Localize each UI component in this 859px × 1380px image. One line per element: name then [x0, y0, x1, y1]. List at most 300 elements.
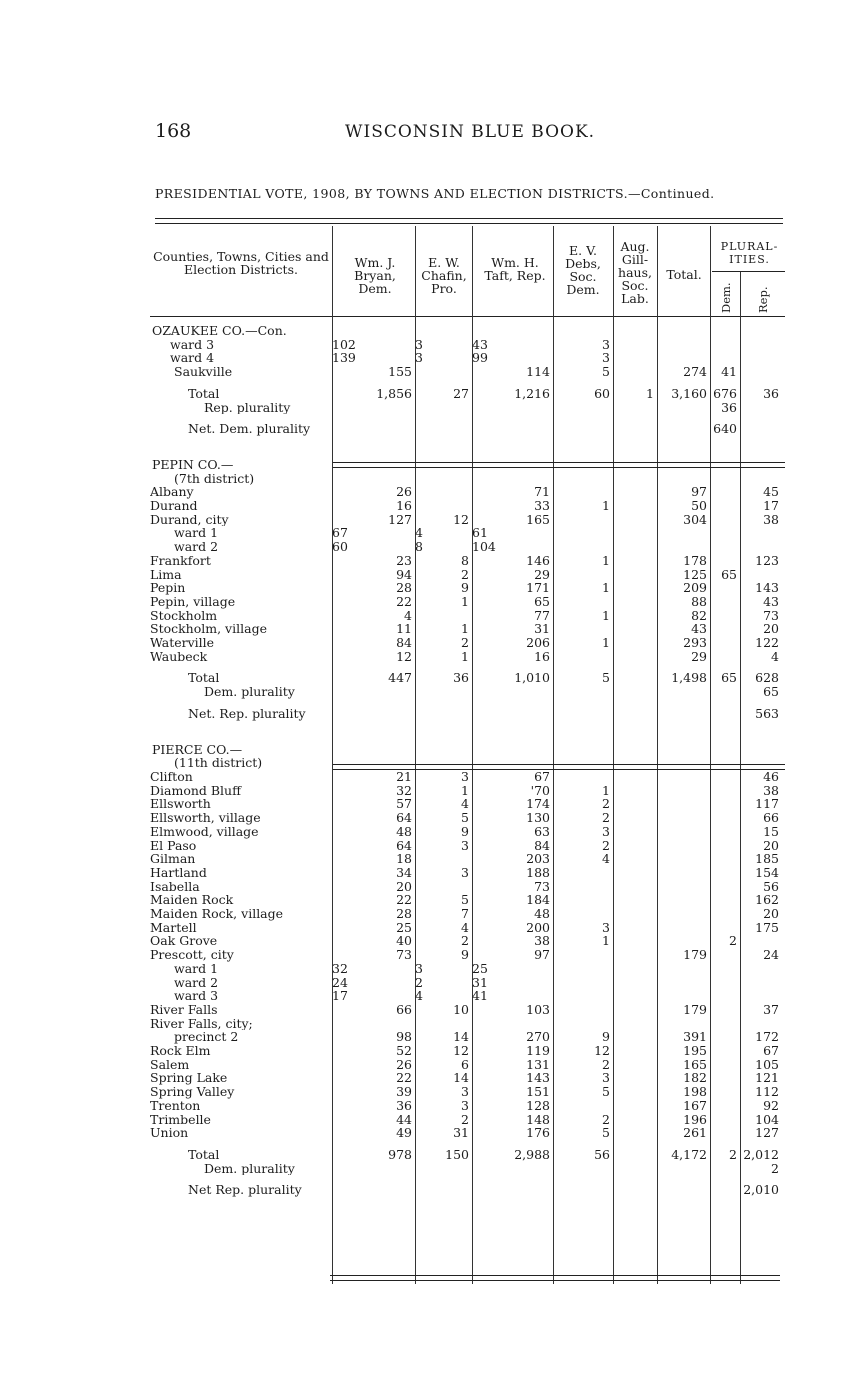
gillhaus-cell: [613, 414, 657, 422]
district-name: Clifton: [150, 769, 193, 784]
total-cell: [657, 784, 710, 798]
bryan-cell: 28: [396, 907, 412, 921]
rep-cell: [740, 743, 782, 757]
table-row: [150, 1030, 782, 1044]
chafin-cell: 3: [415, 337, 423, 352]
spacer-row: [150, 379, 782, 387]
district-name: Stockholm, village: [150, 622, 267, 637]
district-name: (7th district): [174, 471, 255, 486]
rep-cell: 4: [771, 649, 779, 664]
dem-cell: 676: [713, 386, 737, 401]
vote-table: [150, 324, 782, 1197]
rep-cell: 24: [763, 948, 779, 962]
taft-cell: 1,010: [514, 671, 550, 686]
debs-cell: [553, 707, 613, 721]
rep-cell: 36: [763, 386, 779, 401]
gillhaus-cell: [613, 1183, 657, 1197]
rule-bottom: [330, 1275, 780, 1276]
debs-cell: [553, 1175, 613, 1183]
total-cell: [657, 852, 710, 866]
taft-cell: [472, 401, 553, 415]
district-name: Net. Rep. plurality: [188, 706, 306, 721]
gillhaus-cell: [613, 825, 657, 839]
bryan-cell: [332, 1175, 415, 1183]
rep-cell: [740, 976, 782, 990]
chafin-cell: 2: [461, 567, 469, 582]
taft-cell: [472, 324, 553, 338]
taft-cell: 31: [534, 622, 550, 637]
table-row: [150, 1148, 782, 1162]
taft-cell: [472, 379, 553, 387]
gillhaus-cell: [613, 1058, 657, 1072]
debs-cell: [553, 1140, 613, 1148]
rep-cell: 2: [771, 1161, 779, 1176]
taft-cell: 200: [526, 920, 550, 935]
bryan-cell: 21: [396, 769, 412, 784]
table-row: [150, 989, 782, 1003]
total-cell: 293: [683, 636, 707, 650]
rep-cell: 172: [755, 1030, 779, 1045]
debs-cell: [553, 568, 613, 582]
gillhaus-cell: [613, 811, 657, 825]
gillhaus-cell: [613, 595, 657, 609]
rep-cell: 20: [763, 838, 779, 853]
debs-cell: [553, 721, 613, 743]
dem-cell: [710, 351, 740, 365]
taft-cell: 103: [526, 1002, 550, 1017]
district-name: Total: [188, 1147, 220, 1162]
total-cell: 88: [691, 594, 707, 609]
debs-cell: [553, 948, 613, 962]
bryan-cell: 73: [396, 948, 412, 962]
table-row: [150, 351, 782, 365]
table-row: [150, 811, 782, 825]
spacer-row: [150, 1140, 782, 1148]
bryan-cell: 26: [396, 485, 412, 500]
taft-cell: [472, 472, 553, 486]
chafin-cell: 1: [461, 783, 469, 798]
dem-cell: [710, 581, 740, 595]
chafin-cell: 14: [453, 1030, 469, 1045]
bryan-cell: 18: [396, 852, 412, 866]
taft-cell: 48: [534, 907, 550, 921]
taft-cell: 71: [534, 485, 550, 500]
district-name: Albany: [150, 485, 194, 500]
chafin-cell: [415, 1140, 472, 1148]
dem-cell: [710, 1017, 740, 1031]
gillhaus-cell: [613, 401, 657, 415]
debs-cell: 4: [602, 852, 610, 866]
chafin-cell: 4: [415, 526, 423, 541]
table-row: [150, 472, 782, 486]
dem-cell: [710, 880, 740, 894]
bryan-cell: 24: [332, 975, 348, 990]
dem-cell: 640: [713, 422, 737, 436]
bryan-cell: [332, 685, 415, 699]
debs-cell: [553, 485, 613, 499]
district-name: Isabella: [150, 879, 200, 894]
bryan-cell: 94: [396, 567, 412, 582]
chafin-cell: 3: [415, 351, 423, 366]
gillhaus-cell: [613, 540, 657, 554]
gillhaus-cell: [613, 1085, 657, 1099]
dem-cell: [710, 948, 740, 962]
taft-cell: 151: [526, 1085, 550, 1099]
spacer-row: [150, 663, 782, 671]
gillhaus-cell: [613, 663, 657, 671]
district-name: Maiden Rock, village: [150, 907, 284, 921]
rep-cell: [740, 526, 782, 540]
dem-cell: [710, 379, 740, 387]
total-cell: [657, 458, 710, 472]
dem-cell: 36: [721, 400, 737, 415]
gillhaus-cell: [613, 1099, 657, 1113]
table-row: [150, 554, 782, 568]
dem-cell: [710, 825, 740, 839]
chafin-cell: 7: [461, 907, 469, 921]
gillhaus-cell: [613, 436, 657, 458]
taft-cell: [472, 707, 553, 721]
total-cell: [657, 379, 710, 387]
gillhaus-cell: [613, 379, 657, 387]
rule-section: [333, 462, 785, 463]
dem-cell: [710, 852, 740, 866]
bryan-cell: 23: [396, 553, 412, 568]
debs-cell: [553, 685, 613, 699]
debs-cell: 1: [602, 783, 610, 798]
bryan-cell: 127: [388, 512, 412, 527]
rep-cell: 38: [763, 783, 779, 798]
debs-cell: [553, 513, 613, 527]
district-name: [150, 699, 332, 707]
district-name: Trenton: [150, 1098, 201, 1113]
table-row: [150, 609, 782, 623]
total-cell: 165: [683, 1057, 707, 1072]
rule-pluralities: [712, 271, 785, 272]
taft-cell: 2,988: [514, 1147, 550, 1162]
gillhaus-cell: [613, 1030, 657, 1044]
table-row: [150, 401, 782, 415]
chafin-cell: 2: [461, 1112, 469, 1127]
chafin-cell: 2: [415, 975, 423, 990]
total-cell: 178: [683, 553, 707, 568]
rep-cell: 15: [763, 824, 779, 839]
gillhaus-cell: [613, 365, 657, 379]
gillhaus-cell: [613, 622, 657, 636]
debs-cell: [553, 401, 613, 415]
taft-cell: 131: [526, 1057, 550, 1072]
rep-cell: [740, 458, 782, 472]
debs-cell: [553, 663, 613, 671]
bryan-cell: 44: [396, 1112, 412, 1127]
chafin-cell: 4: [461, 920, 469, 935]
table-row: [150, 1085, 782, 1099]
bryan-cell: 12: [396, 649, 412, 664]
chafin-cell: 2: [461, 934, 469, 949]
table-row: [150, 880, 782, 894]
district-name: Frankfort: [150, 553, 211, 568]
district-name: Prescott, city: [150, 948, 234, 962]
rep-cell: [740, 568, 782, 582]
rep-cell: [740, 1017, 782, 1031]
dem-cell: [710, 797, 740, 811]
dem-cell: [710, 743, 740, 757]
taft-cell: [472, 1017, 553, 1031]
bryan-cell: 25: [396, 920, 412, 935]
table-row: [150, 568, 782, 582]
taft-cell: 41: [472, 989, 488, 1003]
chafin-cell: [415, 609, 472, 623]
district-name: River Falls, city;: [150, 1016, 253, 1031]
debs-cell: 3: [602, 1071, 610, 1086]
table-row: [150, 485, 782, 499]
rep-cell: 45: [763, 485, 779, 500]
bryan-cell: 34: [396, 865, 412, 880]
bryan-cell: 155: [388, 365, 412, 379]
bryan-cell: 98: [396, 1030, 412, 1045]
gillhaus-cell: [613, 880, 657, 894]
gillhaus-cell: [613, 650, 657, 664]
dem-cell: [710, 989, 740, 1003]
table-row: [150, 1044, 782, 1058]
chafin-cell: [415, 699, 472, 707]
district-name: Oak Grove: [150, 934, 218, 949]
table-row: [150, 1071, 782, 1085]
rep-cell: 122: [755, 636, 779, 650]
rep-cell: 2,010: [743, 1183, 779, 1198]
rep-cell: 66: [763, 811, 779, 825]
district-name: Saukville: [174, 365, 233, 379]
dem-cell: [710, 526, 740, 540]
total-cell: 125: [683, 567, 707, 582]
debs-cell: [553, 414, 613, 422]
district-name: [150, 379, 332, 387]
dem-cell: [710, 1126, 740, 1140]
gillhaus-cell: [613, 948, 657, 962]
total-cell: 261: [683, 1126, 707, 1140]
district-name: Dem. plurality: [204, 1161, 295, 1176]
bryan-cell: 32: [332, 961, 348, 976]
bryan-cell: 32: [396, 783, 412, 798]
district-name: Elmwood, village: [150, 824, 259, 839]
taft-cell: 176: [526, 1126, 550, 1140]
debs-cell: [553, 526, 613, 540]
dem-cell: 65: [721, 567, 737, 582]
header-taft: Wm. H. Taft, Rep.: [484, 255, 546, 283]
taft-cell: 97: [534, 948, 550, 962]
debs-cell: 2: [602, 1057, 610, 1072]
district-name: OZAUKEE CO.—Con.: [152, 324, 287, 338]
rep-cell: 105: [755, 1057, 779, 1072]
dem-cell: [710, 866, 740, 880]
dem-cell: [710, 770, 740, 784]
total-cell: 167: [683, 1098, 707, 1113]
taft-cell: 143: [526, 1071, 550, 1086]
dem-cell: [710, 636, 740, 650]
rep-cell: [740, 422, 782, 436]
chafin-cell: 8: [415, 540, 423, 554]
taft-cell: [472, 685, 553, 699]
rep-cell: [740, 436, 782, 458]
table-row: [150, 921, 782, 935]
rule-header-bottom: [150, 316, 785, 317]
chafin-cell: 5: [461, 811, 469, 825]
gillhaus-cell: [613, 699, 657, 707]
gillhaus-cell: [613, 1003, 657, 1017]
bryan-cell: [332, 422, 415, 436]
dem-cell: [710, 338, 740, 352]
gillhaus-cell: [613, 568, 657, 582]
table-row: [150, 650, 782, 664]
dem-cell: [710, 622, 740, 636]
dem-cell: [710, 513, 740, 527]
bryan-cell: 40: [396, 934, 412, 949]
total-cell: [657, 839, 710, 853]
chafin-cell: 3: [461, 1085, 469, 1099]
dem-cell: [710, 707, 740, 721]
bryan-cell: 49: [396, 1126, 412, 1140]
bryan-cell: 28: [396, 581, 412, 595]
district-name: [150, 1140, 332, 1148]
dem-cell: [710, 499, 740, 513]
dem-cell: [710, 1175, 740, 1183]
total-cell: [657, 934, 710, 948]
chafin-cell: 14: [453, 1071, 469, 1086]
taft-cell: [472, 1175, 553, 1183]
gillhaus-cell: [613, 921, 657, 935]
rep-cell: [740, 351, 782, 365]
dem-cell: [710, 921, 740, 935]
dem-cell: 2: [729, 1147, 737, 1162]
rep-cell: 112: [755, 1085, 779, 1099]
chafin-cell: 6: [461, 1057, 469, 1072]
dem-cell: 2: [729, 934, 737, 949]
rep-cell: 117: [755, 797, 779, 812]
debs-cell: [553, 976, 613, 990]
bryan-cell: 22: [396, 893, 412, 908]
district-name: Durand, city: [150, 512, 229, 527]
bryan-cell: 139: [332, 351, 356, 366]
district-name: Waterville: [150, 636, 215, 650]
rule-top: [155, 218, 783, 219]
table-row: [150, 526, 782, 540]
spacer-row: [150, 699, 782, 707]
district-name: Ellsworth, village: [150, 811, 261, 825]
rep-cell: 65: [763, 685, 779, 699]
debs-cell: 5: [602, 1085, 610, 1099]
table-row: [150, 934, 782, 948]
total-cell: [657, 526, 710, 540]
debs-cell: 1: [602, 499, 610, 513]
chafin-cell: 9: [461, 581, 469, 595]
chafin-cell: [415, 1183, 472, 1197]
debs-cell: [553, 472, 613, 486]
gillhaus-cell: [613, 338, 657, 352]
header-debs: E. V. Debs, Soc. Dem.: [565, 243, 601, 297]
debs-cell: [553, 1162, 613, 1176]
total-cell: [657, 663, 710, 671]
taft-cell: 165: [526, 512, 550, 527]
bryan-cell: 57: [396, 797, 412, 812]
dem-cell: [710, 976, 740, 990]
debs-cell: [553, 1017, 613, 1031]
rep-cell: 121: [755, 1071, 779, 1086]
rep-cell: [740, 379, 782, 387]
taft-cell: [472, 1162, 553, 1176]
taft-cell: [472, 414, 553, 422]
bryan-cell: 52: [396, 1044, 412, 1058]
district-name: Dem. plurality: [204, 685, 295, 699]
dem-cell: [710, 540, 740, 554]
header-gillhaus: Aug. Gill- haus, Soc. Lab.: [618, 239, 652, 306]
taft-cell: 33: [534, 499, 550, 513]
district-name: [150, 436, 332, 458]
bryan-cell: [332, 401, 415, 415]
district-name: Martell: [150, 920, 197, 935]
chafin-cell: [415, 499, 472, 513]
district-name: El Paso: [150, 838, 197, 853]
total-cell: 43: [691, 622, 707, 637]
rep-cell: 185: [755, 852, 779, 866]
chafin-cell: [415, 1175, 472, 1183]
gillhaus-cell: [613, 485, 657, 499]
rep-cell: 46: [763, 769, 779, 784]
total-cell: 29: [691, 649, 707, 664]
dem-cell: [710, 436, 740, 458]
table-row: [150, 365, 782, 379]
rep-cell: 123: [755, 553, 779, 568]
chafin-cell: 3: [461, 769, 469, 784]
dem-cell: [710, 907, 740, 921]
taft-cell: 148: [526, 1112, 550, 1127]
table-row: [150, 825, 782, 839]
debs-cell: 1: [602, 553, 610, 568]
taft-cell: 171: [526, 581, 550, 595]
district-name: Pepin, village: [150, 594, 236, 609]
chafin-cell: [415, 436, 472, 458]
gillhaus-cell: [613, 1044, 657, 1058]
table-row: [150, 770, 782, 784]
debs-cell: 5: [602, 671, 610, 686]
chafin-cell: 3: [415, 961, 423, 976]
total-cell: 182: [683, 1071, 707, 1086]
bryan-cell: 11: [396, 622, 412, 637]
table-row: [150, 671, 782, 685]
table-row: [150, 540, 782, 554]
total-cell: 1,498: [671, 671, 707, 686]
table-subtitle: PRESIDENTIAL VOTE, 1908, BY TOWNS AND ELECTION DISTRICTS.—Continued.: [155, 186, 715, 201]
debs-cell: 5: [602, 365, 610, 379]
dem-cell: [710, 609, 740, 623]
table-row: [150, 784, 782, 798]
dem-cell: [710, 458, 740, 472]
taft-cell: 43: [472, 337, 488, 352]
table-row: [150, 1058, 782, 1072]
chafin-cell: 8: [461, 553, 469, 568]
gillhaus-cell: [613, 499, 657, 513]
dem-cell: [710, 893, 740, 907]
gillhaus-cell: [613, 839, 657, 853]
taft-cell: 67: [534, 769, 550, 784]
dem-cell: 41: [721, 365, 737, 379]
district-name: Rock Elm: [150, 1044, 211, 1058]
total-cell: [657, 825, 710, 839]
gillhaus-cell: [613, 707, 657, 721]
dem-cell: [710, 414, 740, 422]
total-cell: [657, 962, 710, 976]
header-pluralities: PLURAL- ITIES.: [720, 240, 779, 266]
district-name: Union: [150, 1126, 189, 1140]
